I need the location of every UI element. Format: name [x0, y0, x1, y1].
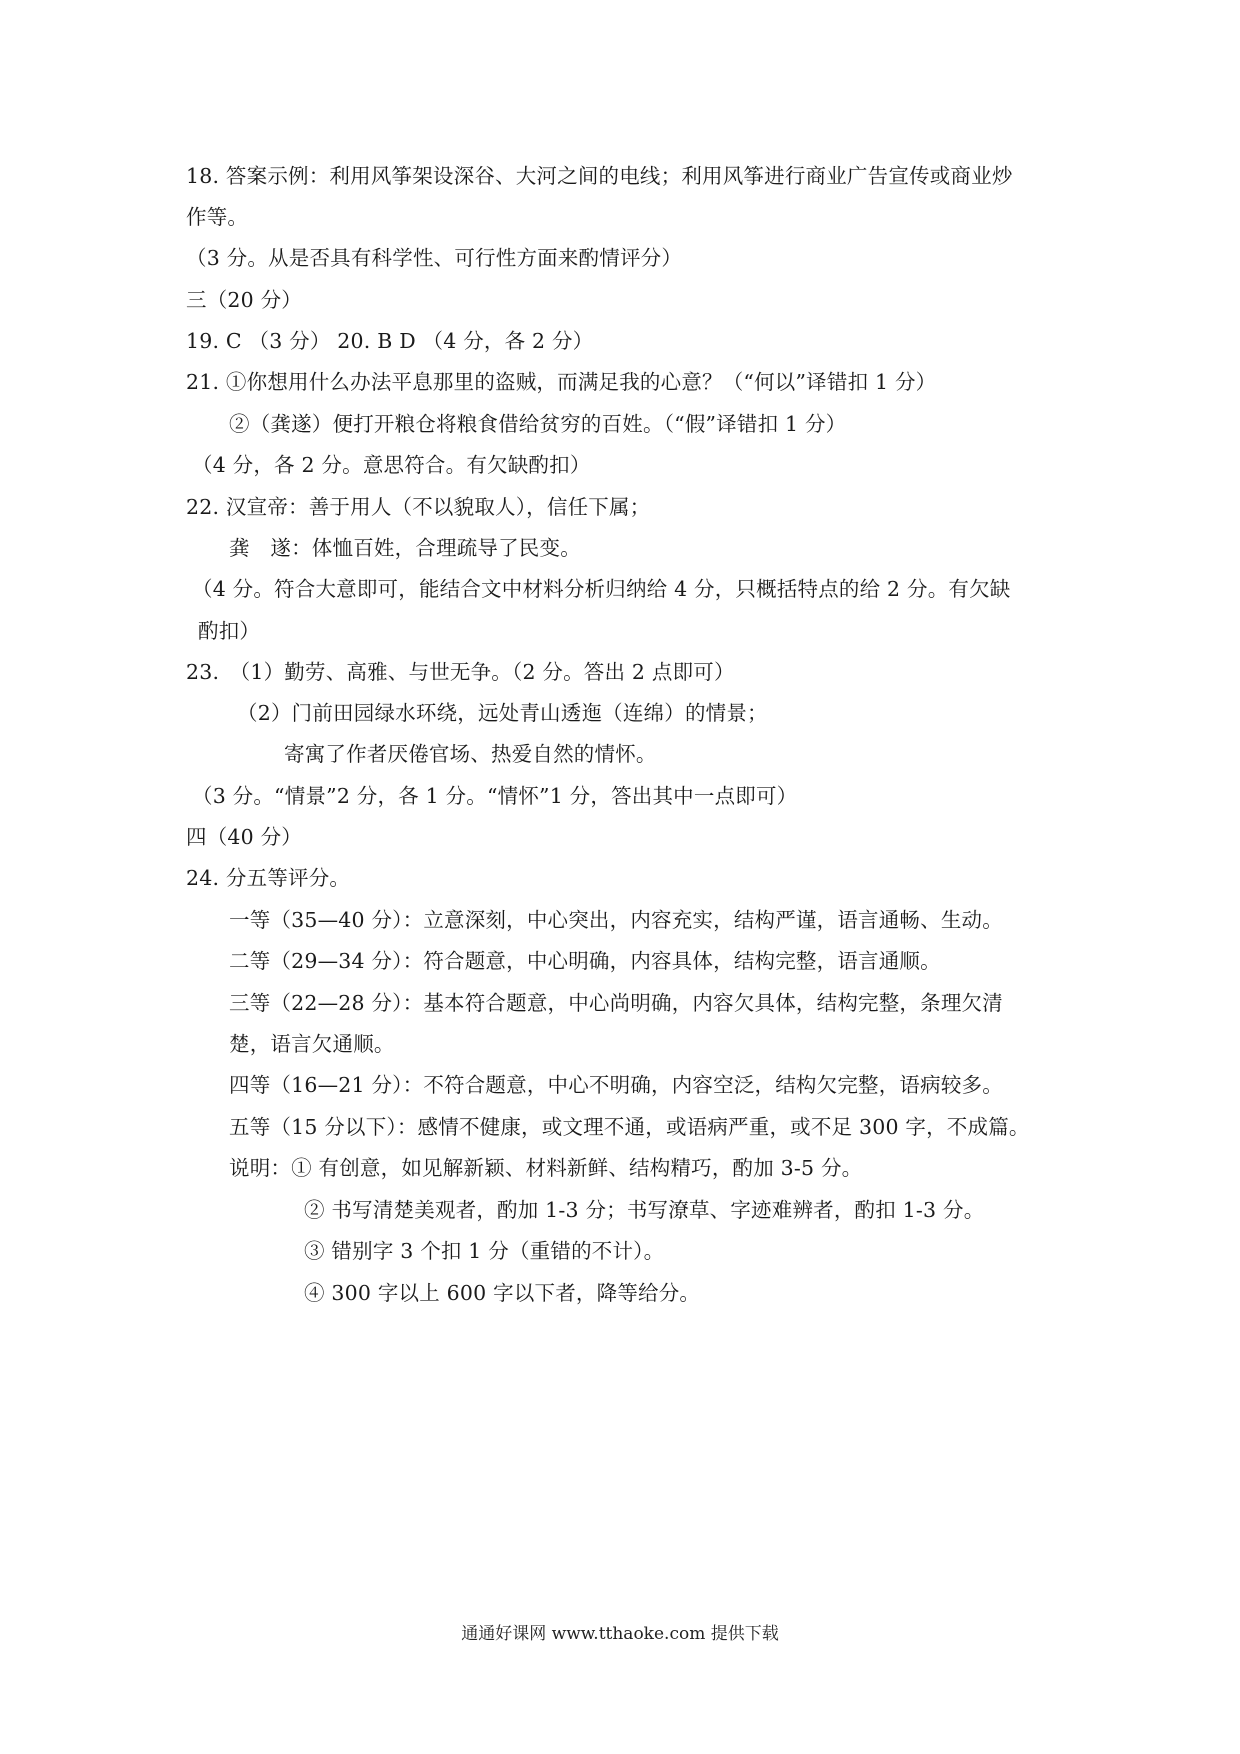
q22-scoring-note-1: （4 分。符合大意即可，能结合文中材料分析归纳给 4 分，只概括特点的给 2 分。有欠缺 — [192, 577, 1011, 601]
grade-three-line-2: 楚，语言欠通顺。 — [229, 1032, 395, 1056]
note-2: ② 书写清楚美观者，酌加 1-3 分；书写潦草、字迹难辨者，酌扣 1-3 分。 — [304, 1198, 985, 1222]
grade-four: 四等（16—21 分）：不符合题意，中心不明确，内容空泛，结构欠完整，语病较多。 — [229, 1073, 1003, 1097]
q21-scoring-note: （4 分，各 2 分。意思符合。有欠缺酌扣） — [192, 453, 591, 477]
grade-five: 五等（15 分以下）：感情不健康，或文理不通，或语病严重，或不足 300 字，不成篇。 — [229, 1115, 1030, 1139]
q23-answer-3: 寄寓了作者厌倦官场、热爱自然的情怀。 — [284, 742, 657, 766]
grade-one: 一等（35—40 分）：立意深刻，中心突出，内容充实，结构严谨，语言通畅、生动。 — [229, 908, 1003, 932]
note-3: ③ 错别字 3 个扣 1 分（重错的不计）。 — [304, 1239, 665, 1263]
q18-answer-line-1: 18. 答案示例：利用风筝架设深谷、大河之间的电线；利用风筝进行商业广告宣传或商业炒 — [186, 164, 1013, 188]
note-4: ④ 300 字以上 600 字以下者，降等给分。 — [304, 1281, 701, 1305]
footer-source: 通通好课网 www.tthaoke.com 提供下载 — [461, 1624, 779, 1644]
q23-scoring-note: （3 分。“情景”2 分，各 1 分。“情怀”1 分，答出其中一点即可） — [192, 784, 798, 808]
q23-answer-1: 23. （1）勤劳、高雅、与世无争。（2 分。答出 2 点即可） — [186, 660, 735, 684]
q18-answer-line-2: 作等。 — [186, 205, 249, 229]
section-four-heading: 四（40 分） — [186, 825, 303, 849]
q21-answer-2: ②（龚遂）便打开粮仓将粮食借给贫穷的百姓。（“假”译错扣 1 分） — [229, 412, 847, 436]
q22-answer-2: 龚 遂：体恤百姓，合理疏导了民变。 — [229, 536, 581, 560]
q21-answer-1: 21. ①你想用什么办法平息那里的盗贼，而满足我的心意？（“何以”译错扣 1 分） — [186, 370, 937, 394]
q24-intro: 24. 分五等评分。 — [186, 866, 351, 890]
grade-three-line-1: 三等（22—28 分）：基本符合题意，中心尚明确，内容欠具体，结构完整，条理欠清 — [229, 991, 1003, 1015]
q19-q20-answers: 19. C （3 分） 20. B D （4 分，各 2 分） — [186, 329, 594, 353]
q22-answer-1: 22. 汉宣帝：善于用人（不以貌取人），信任下属； — [186, 495, 651, 519]
section-three-heading: 三（20 分） — [186, 288, 303, 312]
note-1: 说明：① 有创意，如见解新颖、材料新鲜、结构精巧，酌加 3-5 分。 — [229, 1156, 863, 1180]
q23-answer-2: （2）门前田园绿水环绕，远处青山透迤（连绵）的情景； — [237, 701, 768, 725]
q22-scoring-note-2: 酌扣） — [198, 619, 261, 643]
q18-scoring-note: （3 分。从是否具有科学性、可行性方面来酌情评分） — [186, 246, 683, 270]
grade-two: 二等（29—34 分）：符合题意，中心明确，内容具体，结构完整，语言通顺。 — [229, 949, 941, 973]
